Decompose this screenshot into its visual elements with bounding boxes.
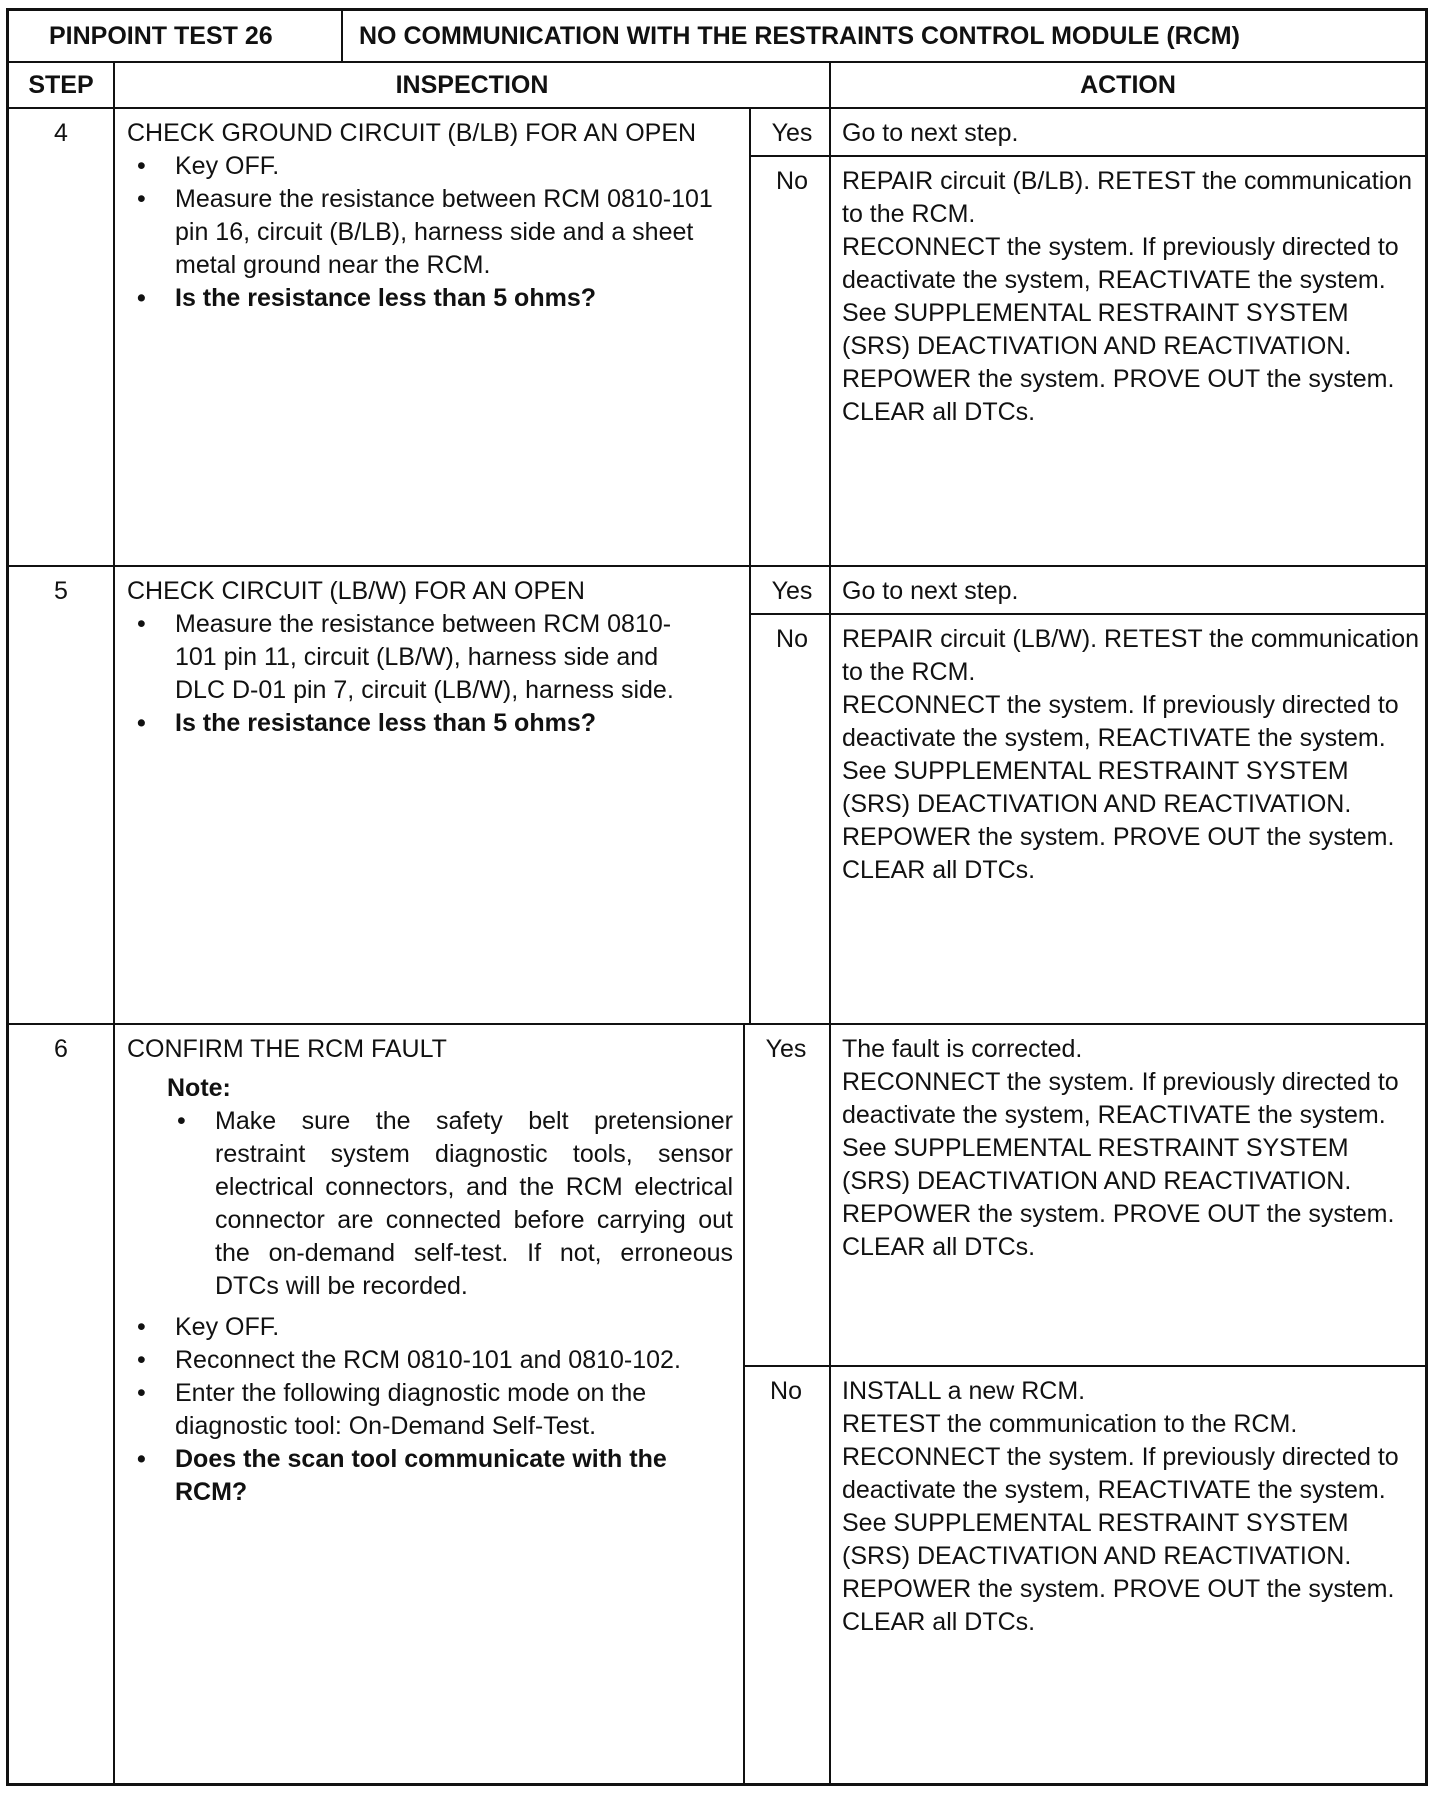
test-label: PINPOINT TEST 26 [49, 21, 273, 50]
note-block [167, 1072, 733, 1303]
inspection-question: • Does the scan tool communicate with the RCM? [127, 1443, 733, 1509]
step-heading: CONFIRM THE RCM FAULT [127, 1035, 447, 1063]
action-line: Go to next step. [842, 119, 1019, 147]
inspection-bullets [127, 1311, 733, 1509]
inspection-bullet: • Measure the resistance between RCM 0810-101 pin 11, circuit (LB/W), harness side and DLC D-01 pin 7, circuit (LB/W), harness side. [127, 608, 707, 707]
inspection-bullets [127, 608, 707, 740]
step-inspection [127, 1033, 733, 1509]
col-header-inspection: INSPECTION [395, 70, 549, 99]
inspection-bullet: • Key OFF. [127, 150, 727, 183]
action-line: RECONNECT the system. If previously directed to deactivate the system, REACTIVATE the system. See SUPPLEMENTAL RESTRAINT SYSTEM (SRS) DEACTIVATION AND REACTIVATION. REPOWER the system. PROVE OUT the system. CLEAR all DTCs. [842, 1068, 1399, 1261]
test-title: NO COMMUNICATION WITH THE RESTRAINTS CONTROL MODULE (RCM) [359, 21, 1240, 50]
yes-action [842, 575, 1422, 608]
action-line: REPAIR circuit (LB/W). RETEST the communication to the RCM. [842, 625, 1420, 686]
no-action [842, 1375, 1422, 1639]
header-row-border [9, 107, 1425, 109]
yesno-split-step6 [743, 1365, 1425, 1367]
note-bullets [167, 1105, 733, 1303]
yesno-column-line-step5 [749, 567, 751, 1023]
inspection-question: • Is the resistance less than 5 ohms? [127, 282, 727, 315]
title-divider [341, 11, 343, 61]
yesno-column-line-step6 [743, 1025, 745, 1783]
step-number: 6 [54, 1035, 68, 1063]
step-number: 4 [54, 119, 68, 147]
note-title: Note: [167, 1074, 231, 1102]
yesno-split-step5 [749, 613, 1425, 615]
inspection-bullet: • Key OFF. [127, 1311, 733, 1344]
no-action [842, 165, 1422, 429]
row-border-step5 [9, 1023, 1425, 1025]
no-label: No [776, 625, 808, 653]
step-number: 5 [54, 577, 68, 605]
step-inspection [127, 117, 727, 315]
yes-action [842, 117, 1422, 150]
action-line: RECONNECT the system. If previously directed to deactivate the system, REACTIVATE the system. See SUPPLEMENTAL RESTRAINT SYSTEM (SRS) DEACTIVATION AND REACTIVATION. REPOWER the system. PROVE OUT the system. CLEAR all DTCs. [842, 233, 1399, 426]
col-header-action: ACTION [1080, 70, 1176, 99]
step-inspection [127, 575, 707, 740]
pinpoint-test-table [6, 8, 1428, 1786]
action-column-line [829, 63, 831, 1783]
yes-action [842, 1033, 1422, 1264]
step-heading: CHECK CIRCUIT (LB/W) FOR AN OPEN [127, 577, 585, 605]
note-bullet: • Make sure the safety belt pretensioner restraint system diagnostic tools, sensor electrical connectors, and the RCM electrical connector are connected before carrying out the on-demand self-test. If not, erroneous DTCs will be recorded. [167, 1105, 733, 1303]
action-line: INSTALL a new RCM. [842, 1377, 1086, 1405]
inspection-bullet: • Reconnect the RCM 0810-101 and 0810-102. [127, 1344, 733, 1377]
action-line: Go to next step. [842, 577, 1019, 605]
action-line: REPAIR circuit (B/LB). RETEST the communication to the RCM. [842, 167, 1413, 228]
no-action [842, 623, 1422, 887]
col-header-step: STEP [28, 70, 94, 99]
action-line: The fault is corrected. [842, 1035, 1083, 1063]
row-border-step4 [9, 565, 1425, 567]
yes-label: Yes [771, 577, 813, 605]
inspection-bullets [127, 150, 727, 315]
no-label: No [776, 167, 808, 195]
step-column-line [113, 63, 115, 1783]
yesno-column-line-step4 [749, 109, 751, 565]
no-label: No [770, 1377, 802, 1405]
step-heading: CHECK GROUND CIRCUIT (B/LB) FOR AN OPEN [127, 119, 697, 147]
yes-label: Yes [765, 1035, 807, 1063]
inspection-bullet: • Enter the following diagnostic mode on the diagnostic tool: On-Demand Self-Test. [127, 1377, 733, 1443]
inspection-bullet: • Measure the resistance between RCM 0810-101 pin 16, circuit (B/LB), harness side and a sheet metal ground near the RCM. [127, 183, 727, 282]
action-line: RETEST the communication to the RCM. [842, 1410, 1298, 1438]
action-line: RECONNECT the system. If previously directed to deactivate the system, REACTIVATE the system. See SUPPLEMENTAL RESTRAINT SYSTEM (SRS) DEACTIVATION AND REACTIVATION. REPOWER the system. PROVE OUT the system. CLEAR all DTCs. [842, 691, 1399, 884]
inspection-question: • Is the resistance less than 5 ohms? [127, 707, 707, 740]
action-line: RECONNECT the system. If previously directed to deactivate the system, REACTIVATE the system. See SUPPLEMENTAL RESTRAINT SYSTEM (SRS) DEACTIVATION AND REACTIVATION. REPOWER the system. PROVE OUT the system. CLEAR all DTCs. [842, 1443, 1399, 1636]
yes-label: Yes [771, 119, 813, 147]
yesno-split-step4 [749, 155, 1425, 157]
